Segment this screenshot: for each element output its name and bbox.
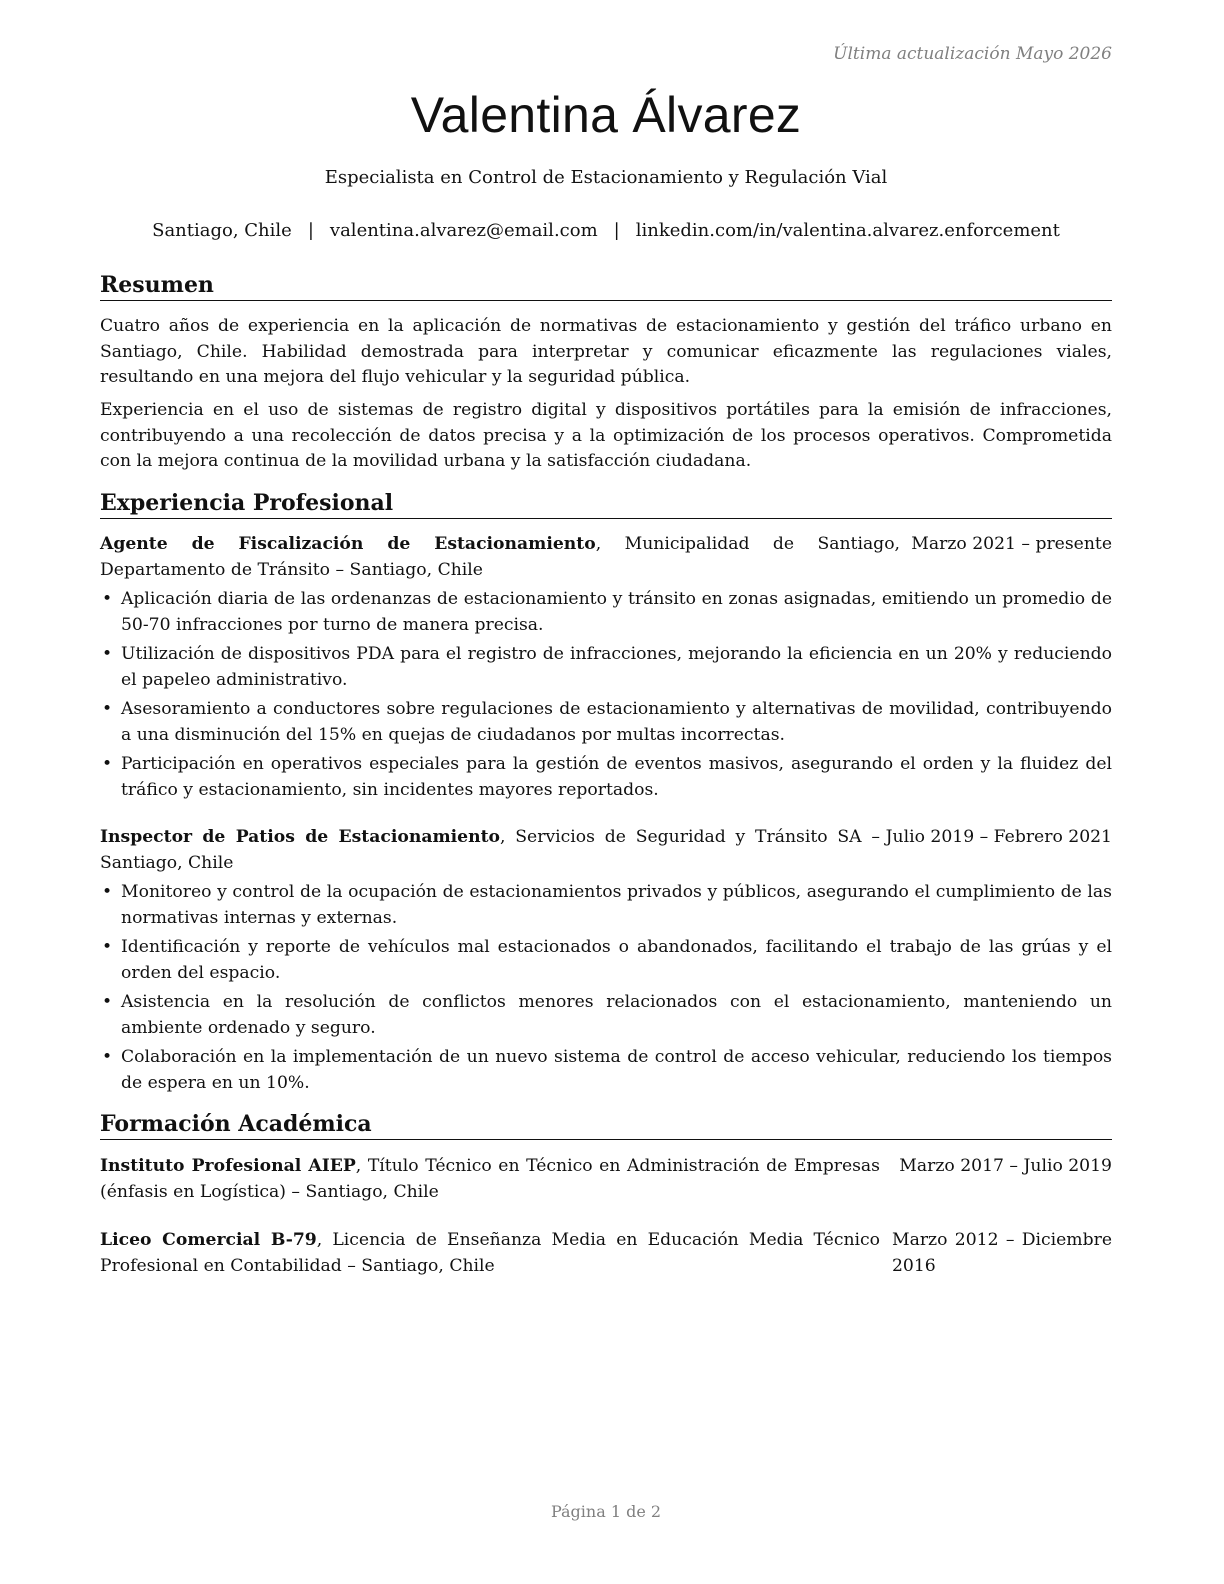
- job-org: , Servicios de Seguridad y Tránsito SA – Santiago, Chile: [100, 827, 880, 873]
- candidate-subtitle: Especialista en Control de Estacionamiento y Regulación Vial: [324, 167, 888, 188]
- summary-paragraph: Cuatro años de experiencia en la aplicación de normativas de estacionamiento y gestión del tráfico urbano en Santiago, Chile. Habilidad demostrada para interpretar y comunicar eficazmente las regulaciones viales, resultando en una mejora del flujo vehicular y la seguridad pública.: [100, 316, 1112, 387]
- job-org: , Municipalidad de Santiago, Departamento de Tránsito – Santiago, Chile: [100, 534, 901, 580]
- bullet-text: Monitoreo y control de la ocupación de estacionamientos privados y públicos, asegurando el cumplimiento de las normativas internas y externas.: [121, 882, 1112, 928]
- bullet-text: Colaboración en la implementación de un nuevo sistema de control de acceso vehicular, reduciendo los tiempos de espera en un 10%.: [121, 1047, 1112, 1093]
- education-line: [100, 1228, 880, 1279]
- bullet-icon: •: [102, 992, 113, 1012]
- bullet-text: Identificación y reporte de vehículos mal estacionados o abandonados, facilitando el trabajo de las grúas y el orden del espacio.: [121, 937, 1112, 983]
- bullet-icon: •: [102, 754, 113, 774]
- job-org-line: [100, 532, 900, 583]
- bullet-icon: •: [102, 699, 113, 719]
- bullet-icon: •: [102, 937, 113, 957]
- list-item: [100, 880, 1112, 931]
- education-detail: , Título Técnico en Técnico en Administración de Empresas (énfasis en Logística) – Santiago, Chile: [100, 1156, 880, 1202]
- job-bullets: [100, 880, 1112, 1100]
- contact-separator: |: [307, 220, 314, 241]
- list-item: [100, 587, 1112, 638]
- education-school: Liceo Comercial B-79: [100, 1230, 317, 1250]
- bullet-text: Asesoramiento a conductores sobre regulaciones de estacionamiento y alternativas de movilidad, contribuyendo a una disminución del 15% en quejas de ciudadanos por multas incorrectas.: [121, 699, 1112, 745]
- bullet-text: Participación en operativos especiales para la gestión de eventos masivos, asegurando el orden y la fluidez del tráfico y estacionamiento, sin incidentes mayores reportados.: [121, 754, 1112, 800]
- bullet-icon: •: [102, 882, 113, 902]
- job-role: Agente de Fiscalización de Estacionamiento: [100, 534, 596, 554]
- last-updated: Última actualización Mayo 2026: [833, 44, 1112, 64]
- summary-paragraph: Experiencia en el uso de sistemas de registro digital y dispositivos portátiles para la emisión de infracciones, contribuyendo a una recolección de datos precisa y a la optimización de los procesos operativos. Comprometida con la mejora continua de la movilidad urbana y la satisfacción ciudadana.: [100, 400, 1112, 471]
- bullet-icon: •: [102, 589, 113, 609]
- job-org-line: [100, 825, 880, 876]
- education-date: Marzo 2017 – Julio 2019: [899, 1156, 1112, 1176]
- resume-page: [100, 0, 1112, 1584]
- page-number: Página 1 de 2: [550, 1502, 662, 1521]
- section-title-experience: Experiencia Profesional: [100, 490, 1112, 519]
- list-item: [100, 697, 1112, 748]
- job-header: [100, 532, 1112, 583]
- bullet-text: Asistencia en la resolución de conflictos menores relacionados con el estacionamiento, manteniendo un ambiente ordenado y seguro.: [121, 992, 1112, 1038]
- job-date: Marzo 2021 – presente: [911, 534, 1112, 554]
- list-item: [100, 752, 1112, 803]
- section-title-summary: Resumen: [100, 272, 1112, 301]
- education-date: Marzo 2012 – Diciembre 2016: [892, 1230, 1112, 1276]
- candidate-name: Valentina Álvarez: [410, 87, 802, 143]
- job-bullets: [100, 587, 1112, 807]
- education-detail: , Licencia de Enseñanza Media en Educación Media Técnico Profesional en Contabilidad – Santiago, Chile: [100, 1230, 880, 1276]
- education-item: [100, 1154, 1112, 1205]
- job-header: [100, 825, 1112, 876]
- list-item: [100, 990, 1112, 1041]
- list-item: [100, 1045, 1112, 1096]
- list-item: [100, 642, 1112, 693]
- bullet-text: Aplicación diaria de las ordenanzas de estacionamiento y tránsito en zonas asignadas, emitiendo un promedio de 50-70 infracciones por turno de manera precisa.: [121, 589, 1112, 635]
- job-date: Julio 2019 – Febrero 2021: [885, 827, 1112, 847]
- bullet-text: Utilización de dispositivos PDA para el registro de infracciones, mejorando la eficiencia en un 20% y reduciendo el papeleo administrativo.: [121, 644, 1112, 690]
- bullet-icon: •: [102, 1047, 113, 1067]
- contact-line: [100, 220, 1112, 241]
- education-item: [100, 1228, 1112, 1279]
- contact-email[interactable]: valentina.alvarez@email.com: [329, 220, 598, 241]
- education-line: [100, 1154, 880, 1205]
- list-item: [100, 935, 1112, 986]
- bullet-icon: •: [102, 644, 113, 664]
- education-school: Instituto Profesional AIEP: [100, 1156, 356, 1176]
- contact-separator: |: [613, 220, 620, 241]
- contact-linkedin[interactable]: linkedin.com/in/valentina.alvarez.enforcement: [635, 220, 1060, 241]
- contact-location: Santiago, Chile: [152, 220, 292, 241]
- section-title-education: Formación Académica: [100, 1111, 1112, 1140]
- job-role: Inspector de Patios de Estacionamiento: [100, 827, 501, 847]
